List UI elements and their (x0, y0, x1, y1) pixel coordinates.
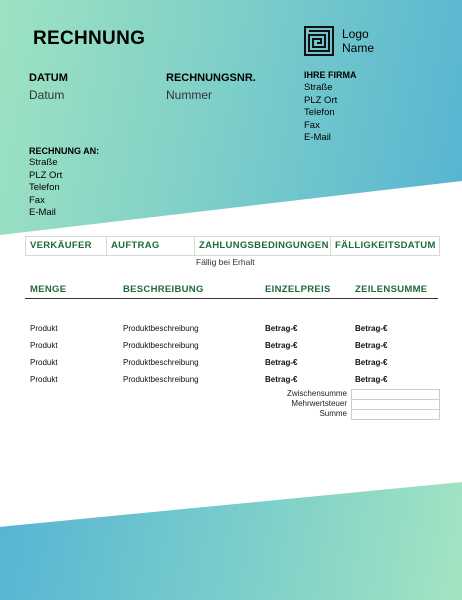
invoice-number-value[interactable]: Nummer (166, 88, 213, 102)
company-city[interactable]: PLZ Ort (304, 94, 338, 106)
item-description[interactable]: Produktbeschreibung (123, 375, 199, 384)
item-line-total[interactable]: Betrag-€ (355, 375, 388, 384)
description-header: BESCHREIBUNG (123, 284, 204, 295)
due-date-header: FÄLLIGKEITSDATUM (335, 240, 436, 251)
item-line-total[interactable]: Betrag-€ (355, 324, 388, 333)
footer-gradient-band (0, 482, 462, 600)
bill-to-city[interactable]: PLZ Ort (29, 169, 63, 181)
item-line-total[interactable]: Betrag-€ (355, 358, 388, 367)
bill-to-label: RECHNUNG AN: (29, 146, 100, 156)
company-street[interactable]: Straße (304, 82, 333, 93)
logo-line-1: Logo (342, 27, 369, 41)
company-email[interactable]: E-Mail (304, 132, 331, 144)
qty-header: MENGE (30, 284, 67, 295)
item-unit-price[interactable]: Betrag-€ (265, 341, 298, 350)
logo-name (342, 27, 374, 55)
item-line-total[interactable]: Betrag-€ (355, 341, 388, 350)
company-address (304, 82, 337, 145)
bill-to-email[interactable]: E-Mail (29, 207, 56, 219)
terms-table-header (25, 236, 440, 256)
tax-label: Mehrwertsteuer (291, 399, 347, 408)
company-phone[interactable]: Telefon (304, 107, 335, 119)
items-header-rule (25, 298, 438, 299)
logo-line-2: Name (342, 41, 375, 55)
invoice-number-label: RECHNUNGSNR. (166, 72, 256, 84)
item-unit-price[interactable]: Betrag-€ (265, 375, 298, 384)
item-qty[interactable]: Produkt (30, 375, 58, 384)
payment-terms-header: ZAHLUNGSBEDINGUNGEN (195, 237, 331, 255)
item-qty[interactable]: Produkt (30, 324, 58, 333)
unit-price-header: EINZELPREIS (265, 284, 331, 295)
company-label: IHRE FIRMA (304, 70, 357, 80)
item-qty[interactable]: Produkt (30, 358, 58, 367)
date-value[interactable]: Datum (29, 88, 65, 102)
line-total-header: ZEILENSUMME (355, 284, 428, 295)
item-unit-price[interactable]: Betrag-€ (265, 324, 298, 333)
subtotal-label: Zwischensumme (286, 389, 347, 398)
company-fax[interactable]: Fax (304, 119, 320, 131)
logo-icon (304, 26, 334, 56)
seller-header: VERKÄUFER (26, 237, 107, 255)
item-unit-price[interactable]: Betrag-€ (265, 358, 298, 367)
total-label: Summe (319, 409, 347, 418)
date-label: DATUM (29, 72, 68, 84)
bill-to-phone[interactable]: Telefon (29, 182, 60, 194)
item-qty[interactable]: Produkt (30, 341, 58, 350)
bill-to-address (29, 157, 62, 220)
order-header: AUFTRAG (107, 237, 195, 255)
bill-to-street[interactable]: Straße (29, 157, 58, 168)
item-description[interactable]: Produktbeschreibung (123, 358, 199, 367)
item-description[interactable]: Produktbeschreibung (123, 341, 199, 350)
total-field[interactable] (351, 409, 440, 420)
payment-terms-value[interactable]: Fällig bei Erhalt (196, 257, 255, 267)
item-description[interactable]: Produktbeschreibung (123, 324, 199, 333)
bill-to-fax[interactable]: Fax (29, 194, 45, 206)
invoice-title: RECHNUNG (33, 28, 146, 49)
